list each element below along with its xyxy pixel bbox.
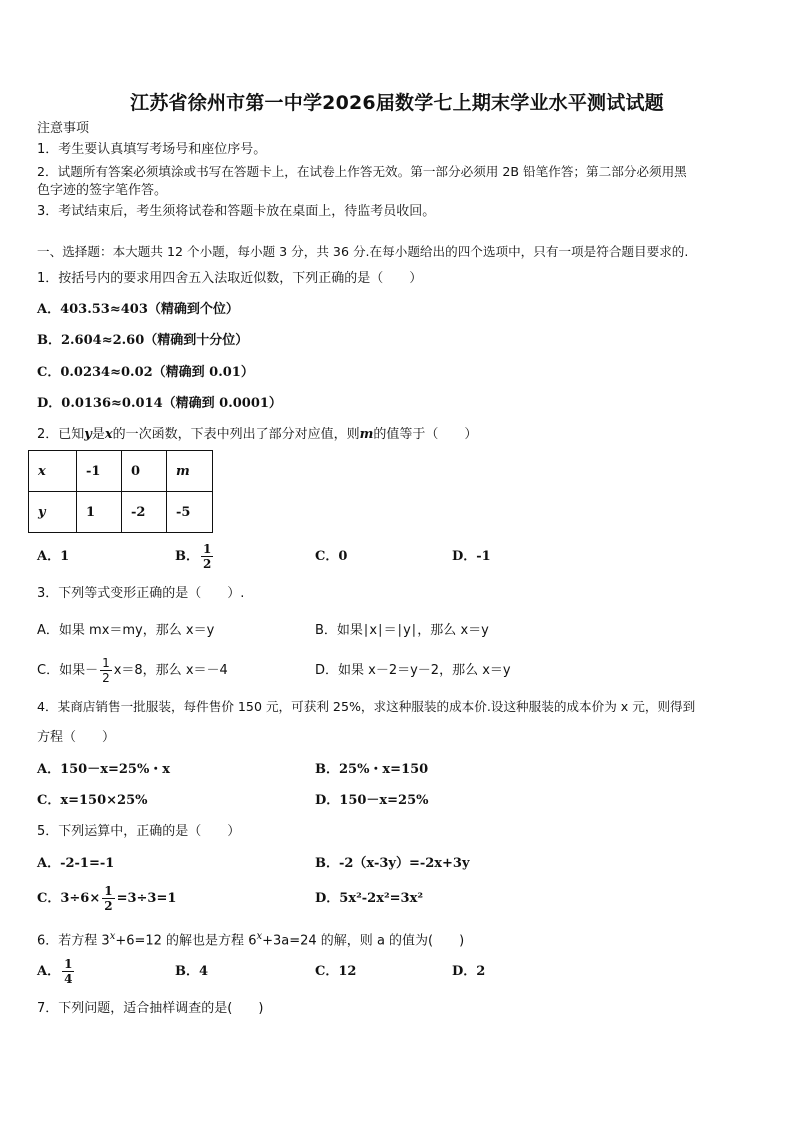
table-cell: -5 [167, 492, 213, 533]
section-heading: 一、选择题：本大题共 12 个小题，每小题 3 分，共 36 分.在每小题给出的四个选项中，只有一项是符合题目要求的. [37, 244, 689, 259]
q3-option-b: B．如果∣x∣＝∣y∣，那么 x＝y [315, 623, 489, 638]
q2-value-table [28, 450, 213, 533]
q6-option-a [37, 953, 76, 991]
q2-option-b-label: B． [175, 549, 199, 564]
question-2-stem [37, 426, 477, 444]
q2-option-d: D．-1 [452, 549, 491, 564]
q1-option-d: D．0.0136≈0.014（精确到 0.0001） [37, 396, 282, 411]
q2-var-x: x [104, 427, 113, 442]
fraction [100, 656, 112, 685]
fraction-numerator: 1 [64, 957, 73, 971]
fraction [102, 884, 114, 913]
q5-option-d: D．5x²-2x²=3x² [315, 891, 424, 906]
q2-option-a: A．1 [37, 549, 70, 564]
fraction-denominator: 2 [102, 671, 110, 685]
question-4-stem: 4．某商店销售一批服装，每件售价 150 元，可获利 25%，求这种服装的成本价.设这种服装的成本价为 x 元，则得到 [37, 699, 696, 714]
table-cell: x [29, 451, 77, 492]
question-5-stem: 5．下列运算中，正确的是（ ） [37, 824, 241, 839]
q2-stem-post: 的值等于（ ） [373, 427, 478, 442]
table-cell: 1 [77, 492, 122, 533]
table-cell: -2 [122, 492, 167, 533]
fraction-numerator: 1 [102, 656, 110, 670]
q6-var-x1: x [109, 931, 116, 942]
q4-option-b: B．25%・x=150 [315, 762, 429, 777]
notice-item-3: 3．考试结束后，考生须将试卷和答题卡放在桌面上，待监考员收回。 [37, 204, 436, 219]
q1-option-b: B．2.604≈2.60（精确到十分位） [37, 333, 249, 348]
question-1-stem: 1．按括号内的要求用四舍五入法取近似数，下列正确的是（ ） [37, 271, 423, 286]
question-6-stem [37, 928, 464, 950]
q2-stem-mid1: 是 [91, 427, 105, 442]
q6-stem-a: 6．若方程 3 [37, 933, 110, 949]
q6-stem-c: +3a=24 的解，则 a 的值为( ) [262, 933, 465, 949]
fraction-numerator: 1 [104, 884, 113, 898]
q3-option-c [37, 652, 228, 690]
q1-option-a: A．403.53≈403（精确到个位） [37, 302, 239, 317]
q2-var-m: m [359, 427, 374, 442]
notice-item-2-cont: 色字迹的签字笔作答。 [37, 183, 168, 198]
q6-option-a-label: A． [37, 964, 61, 979]
q3-option-a: A．如果 mx＝my，那么 x＝y [37, 623, 215, 638]
q1-option-c: C．0.0234≈0.02（精确到 0.01） [37, 365, 254, 380]
table-cell: y [29, 492, 77, 533]
question-3-stem: 3．下列等式变形正确的是（ ）. [37, 586, 245, 601]
q6-var-x2: x [256, 931, 263, 942]
table-row [29, 451, 213, 492]
q4-option-a: A．150－x=25%・x [37, 762, 171, 777]
q2-stem-mid2: 的一次函数，下表中列出了部分对应值，则 [112, 427, 360, 442]
q5-option-c-pre: C．3÷6× [37, 891, 101, 906]
q6-option-b: B．4 [175, 964, 209, 979]
q5-option-b: B．-2（x-3y）=-2x+3y [315, 856, 470, 871]
q6-stem-b: +6=12 的解也是方程 6 [115, 933, 257, 949]
table-row [29, 492, 213, 533]
q2-option-b [175, 538, 215, 576]
q5-option-c-post: =3÷3=1 [116, 891, 177, 906]
fraction [201, 542, 213, 571]
fraction [62, 957, 74, 986]
table-cell: -1 [77, 451, 122, 492]
q3-option-c-pre: C．如果－ [37, 663, 99, 678]
q2-option-c: C．0 [315, 549, 348, 564]
fraction-denominator: 4 [64, 972, 73, 986]
q2-stem-pre: 2．已知 [37, 427, 85, 442]
notice-heading: 注意事项 [37, 121, 90, 136]
q6-option-c: C．12 [315, 964, 357, 979]
q4-option-c: C．x=150×25% [37, 793, 148, 808]
page-title: 江苏省徐州市第一中学2026届数学七上期末学业水平测试试题 [130, 92, 664, 114]
question-4-stem-cont: 方程（ ） [37, 730, 116, 745]
fraction-denominator: 2 [104, 899, 113, 913]
table-cell: m [167, 451, 213, 492]
notice-item-2: 2．试题所有答案必须填涂或书写在答题卡上，在试卷上作答无效。第一部分必须用 2B 铅笔作答；第二部分必须用黑 [37, 164, 687, 179]
table-cell: 0 [122, 451, 167, 492]
q5-option-a: A．-2-1=-1 [37, 856, 115, 871]
q3-option-c-post: x＝8，那么 x＝－4 [113, 663, 228, 678]
notice-item-1: 1．考生要认真填写考场号和座位序号。 [37, 142, 267, 157]
fraction-denominator: 2 [203, 557, 212, 571]
q4-option-d: D．150－x=25% [315, 793, 429, 808]
q5-option-c [37, 880, 176, 918]
q2-var-y: y [84, 427, 92, 442]
q3-option-d: D．如果 x－2＝y－2，那么 x＝y [315, 663, 511, 678]
q6-option-d: D．2 [452, 964, 486, 979]
fraction-numerator: 1 [203, 542, 212, 556]
question-7-stem: 7．下列问题，适合抽样调查的是( ) [37, 1001, 264, 1016]
